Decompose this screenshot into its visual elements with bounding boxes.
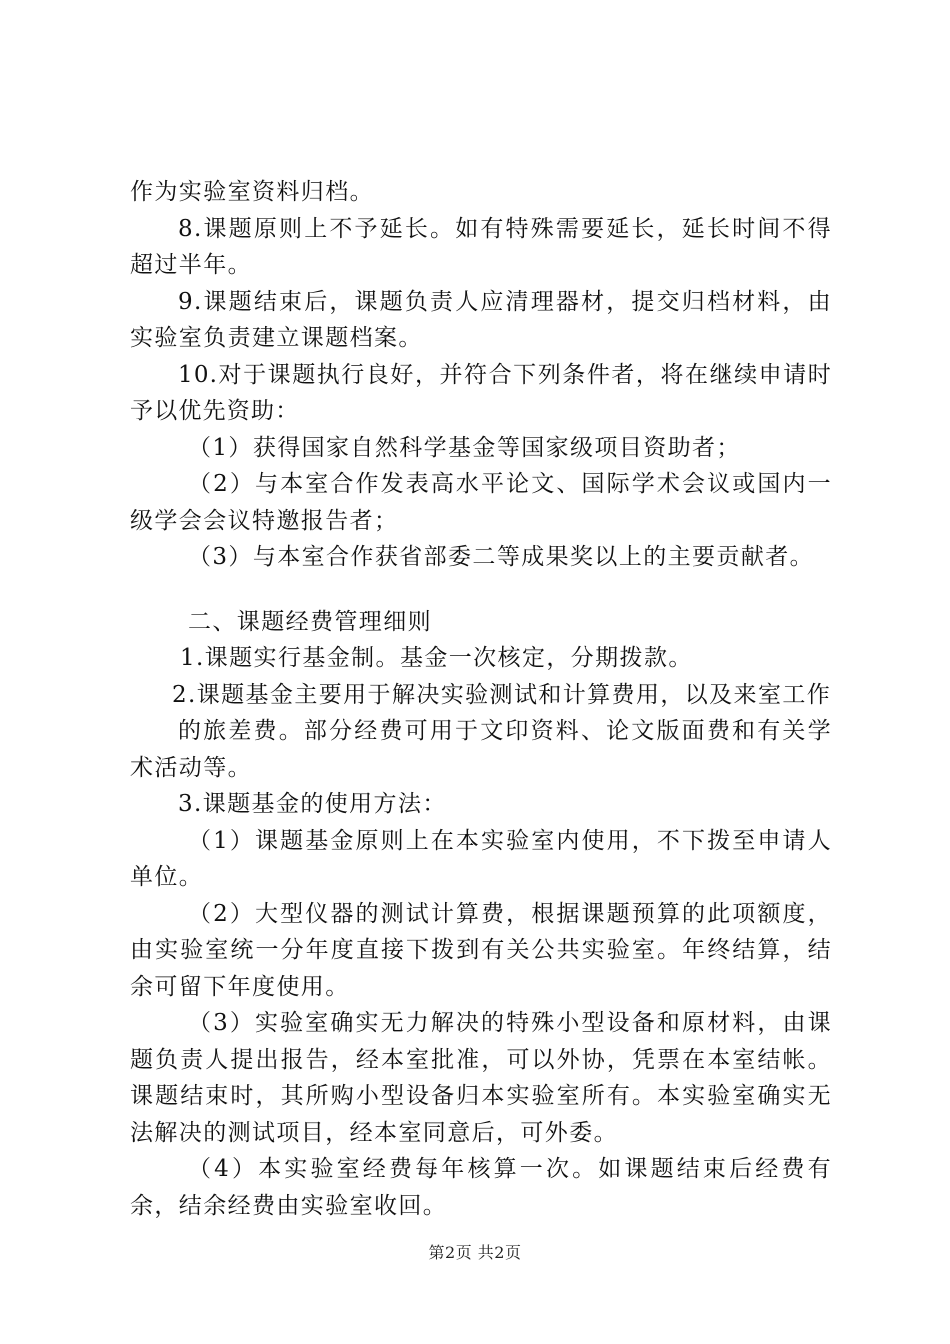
page-footer: 第2页 共2页 bbox=[428, 1243, 522, 1262]
paragraph-item-9: 9.课题结束后，课题负责人应清理器材，提交归档材料，由实验室负责建立课题档案。 bbox=[130, 288, 832, 351]
paragraph-fund-2: 2.课题基金主要用于解决实验测试和计算费用，以及来室工作 bbox=[172, 681, 832, 708]
paragraph-item-10: 10.对于课题执行良好，并符合下列条件者，将在继续申请时予以优先资助： bbox=[130, 361, 832, 424]
paragraph-method-2: （2）大型仪器的测试计算费，根据课题预算的此项额度，由实验室统一分年度直接下拨到有关公共实验室。年终结算，结余可留下年度使用。 bbox=[130, 900, 832, 1000]
paragraph-condition-2: （2）与本室合作发表高水平论文、国际学术会议或国内一级学会会议特邀报告者； bbox=[130, 471, 832, 534]
section-heading-funding-rules: 二、课题经费管理细则 bbox=[188, 608, 432, 635]
paragraph-method-4: （4）本实验室经费每年核算一次。如课题结束后经费有余，结余经费由实验室收回。 bbox=[130, 1156, 832, 1219]
paragraph-method-1: （1）课题基金原则上在本实验室内使用，不下拨至申请人单位。 bbox=[130, 827, 832, 890]
paragraph-item-8: 8.课题原则上不予延长。如有特殊需要延长，延长时间不得超过半年。 bbox=[130, 215, 832, 278]
section-gap bbox=[130, 576, 832, 604]
paragraph-condition-1: （1）获得国家自然科学基金等国家级项目资助者； bbox=[188, 434, 741, 461]
paragraph-fund-3: 3.课题基金的使用方法： bbox=[178, 791, 447, 817]
paragraph-fund-2-continued: 的旅差费。部分经费可用于文印资料、论文版面费和有关学术活动等。 bbox=[130, 718, 832, 781]
paragraph-condition-3: （3）与本室合作获省部委二等成果奖以上的主要贡献者。 bbox=[188, 544, 815, 570]
paragraph-method-3: （3）实验室确实无力解决的特殊小型设备和原材料，由课题负责人提出报告，经本室批准，可以外协，凭票在本室结帐。课题结束时，其所购小型设备归本实验室所有。本实验室确实无法解决的测试项目，经本室同意后，可外委。 bbox=[130, 1010, 832, 1146]
paragraph-archive-note: 作为实验室资料归档。 bbox=[130, 179, 374, 205]
document-body bbox=[130, 174, 832, 1224]
paragraph-fund-1: 1.课题实行基金制。基金一次核定，分期拨款。 bbox=[180, 645, 693, 671]
